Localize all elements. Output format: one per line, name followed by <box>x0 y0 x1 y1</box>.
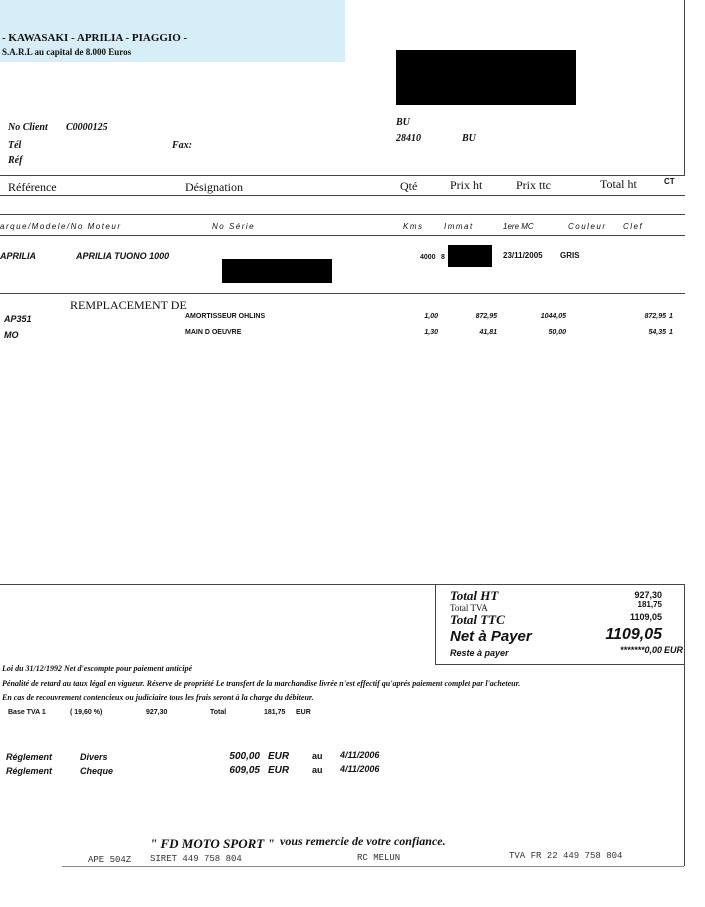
payment-2-date: 4/11/2006 <box>340 764 380 774</box>
footer-tva: TVA FR 22 449 758 804 <box>509 851 623 861</box>
redacted-block <box>396 50 576 105</box>
line-2-prix-ttc: 50,00 <box>548 329 566 336</box>
no-client-value: C0000125 <box>66 122 108 133</box>
totals-left-border <box>435 584 436 664</box>
col-prix-ttc: Prix ttc <box>516 178 551 192</box>
line-2-qte: 1,30 <box>424 329 438 336</box>
redacted-immat <box>448 245 492 267</box>
line-2-designation: MAIN D OEUVRE <box>185 329 242 336</box>
table-top-border <box>0 175 685 176</box>
header-capital: S.A.R.L au capital de 8.000 Euros <box>2 47 132 57</box>
payment-2-label: Réglement <box>6 766 53 776</box>
payment-1-au: au <box>312 751 323 761</box>
payment-2-mode: Cheque <box>80 766 114 776</box>
ref-label: Réf <box>8 155 23 166</box>
line-1-ref: AP351 <box>4 314 32 324</box>
line-2-total-ht: 54,35 <box>648 329 666 336</box>
line-1-total-ht: 872,95 <box>644 313 666 320</box>
vehicle-marque: APRILIA <box>0 251 36 261</box>
vehicle-modele: APRILIA TUONO 1000 <box>76 251 170 261</box>
total-ht-label: Total HT <box>450 588 499 603</box>
right-border <box>684 0 685 175</box>
footer-siret: SIRET 449 758 804 <box>150 854 242 864</box>
tva-label: Base TVA 1 <box>8 709 46 716</box>
line-2-prix-ht: 41,81 <box>479 329 497 336</box>
legal-line-1: Loi du 31/12/1992 Net d'escompte pour paiement anticipé <box>2 664 192 673</box>
footer-rc: RC MELUN <box>357 853 401 863</box>
vehicle-kms: 4000 <box>420 254 436 261</box>
col-reference: Référence <box>8 180 57 194</box>
total-tva-value: 181,75 <box>637 600 662 609</box>
payment-2-amount: 609,05 <box>229 765 260 776</box>
address-postcode: 28410 <box>396 133 421 144</box>
totals-right-border <box>684 584 685 664</box>
header-brands: - KAWASAKI - APRILIA - PIAGGIO - <box>2 32 188 44</box>
vehicle-header-top <box>0 214 685 215</box>
vehicle-col-clef: Clef <box>623 222 644 231</box>
vehicle-mc: 23/11/2005 <box>503 251 543 260</box>
reste-label: Reste à payer <box>450 648 509 658</box>
line-1-prix-ttc: 1044,05 <box>540 313 566 320</box>
footer-line <box>62 866 684 867</box>
line-2-ct: 1 <box>669 329 673 336</box>
tva-total-label: Total <box>210 709 227 716</box>
payment-1-amount: 500,00 <box>229 751 260 762</box>
intervention-title: REMPLACEMENT DE <box>70 298 187 312</box>
redacted-serial <box>222 259 332 283</box>
vehicle-immat: 8 <box>441 254 445 261</box>
reste-value: *******0,00 <box>619 645 662 655</box>
footer-thanks: vous remercie de votre confiance. <box>280 834 446 848</box>
total-tva-label: Total TVA <box>450 603 488 613</box>
vehicle-col-mc: 1ere MC <box>503 222 534 231</box>
totals-top-border <box>0 584 685 585</box>
totals-bottom-border <box>435 664 685 665</box>
payment-1-date: 4/11/2006 <box>340 750 380 760</box>
tva-rate: ( 19,60 %) <box>70 709 103 716</box>
line-1-prix-ht: 872,95 <box>475 313 497 320</box>
header-bottom-border <box>0 195 685 196</box>
vehicle-couleur: GRIS <box>560 251 580 260</box>
col-qte: Qté <box>400 179 418 193</box>
no-client-label: No Client <box>8 122 48 133</box>
address-line1: BU <box>396 117 410 128</box>
col-ct: CT <box>664 177 675 186</box>
tel-label: Tél <box>8 140 22 151</box>
reste-currency: EUR <box>664 645 684 655</box>
vehicle-col-kms: Kms <box>403 222 424 231</box>
payment-1-mode: Divers <box>80 752 108 762</box>
vehicle-col-serie: No Série <box>212 222 256 231</box>
col-total-ht: Total ht <box>600 177 637 191</box>
vehicle-col-couleur: Couleur <box>568 222 607 231</box>
tva-base: 927,30 <box>146 709 168 716</box>
vehicle-row-bottom <box>0 293 685 294</box>
total-ttc-value: 1109,05 <box>629 612 662 622</box>
legal-line-2: Pénalité de retard au taux légal en vigueur. Réserve de propriété Le transfert de la marchandise livrée n'est effectif qu'aprés paiement complet par l'acheteur. <box>2 679 521 688</box>
line-2-ref: MO <box>4 330 19 340</box>
col-prix-ht: Prix ht <box>450 178 483 192</box>
col-designation: Désignation <box>185 180 243 194</box>
total-ht-value: 927,30 <box>634 590 662 600</box>
footer-ape: APE 504Z <box>88 855 132 865</box>
vehicle-col-immat: Immat <box>444 222 474 231</box>
total-ttc-label: Total TTC <box>450 612 505 627</box>
footer-right-border <box>684 664 685 866</box>
tva-total: 181,75 <box>264 709 286 716</box>
payment-1-currency: EUR <box>268 751 290 762</box>
line-1-ct: 1 <box>669 313 673 320</box>
vehicle-col-marque: arque/Modele/No Moteur <box>0 222 122 231</box>
footer-company: " FD MOTO SPORT " <box>150 836 275 851</box>
line-1-designation: AMORTISSEUR OHLINS <box>185 313 266 320</box>
net-label: Net à Payer <box>450 628 532 645</box>
legal-line-3: En cas de recouvrement contencieux ou judiciaire tous les frais seront à la charge du débiteur. <box>2 693 314 702</box>
address-city: BU <box>462 133 476 144</box>
vehicle-header-bottom <box>0 235 685 236</box>
tva-currency: EUR <box>296 709 311 716</box>
payment-1-label: Réglement <box>6 752 53 762</box>
fax-label: Fax: <box>172 140 192 151</box>
payment-2-au: au <box>312 765 323 775</box>
payment-2-currency: EUR <box>268 765 290 776</box>
line-1-qte: 1,00 <box>424 313 438 320</box>
net-value: 1109,05 <box>605 626 662 643</box>
